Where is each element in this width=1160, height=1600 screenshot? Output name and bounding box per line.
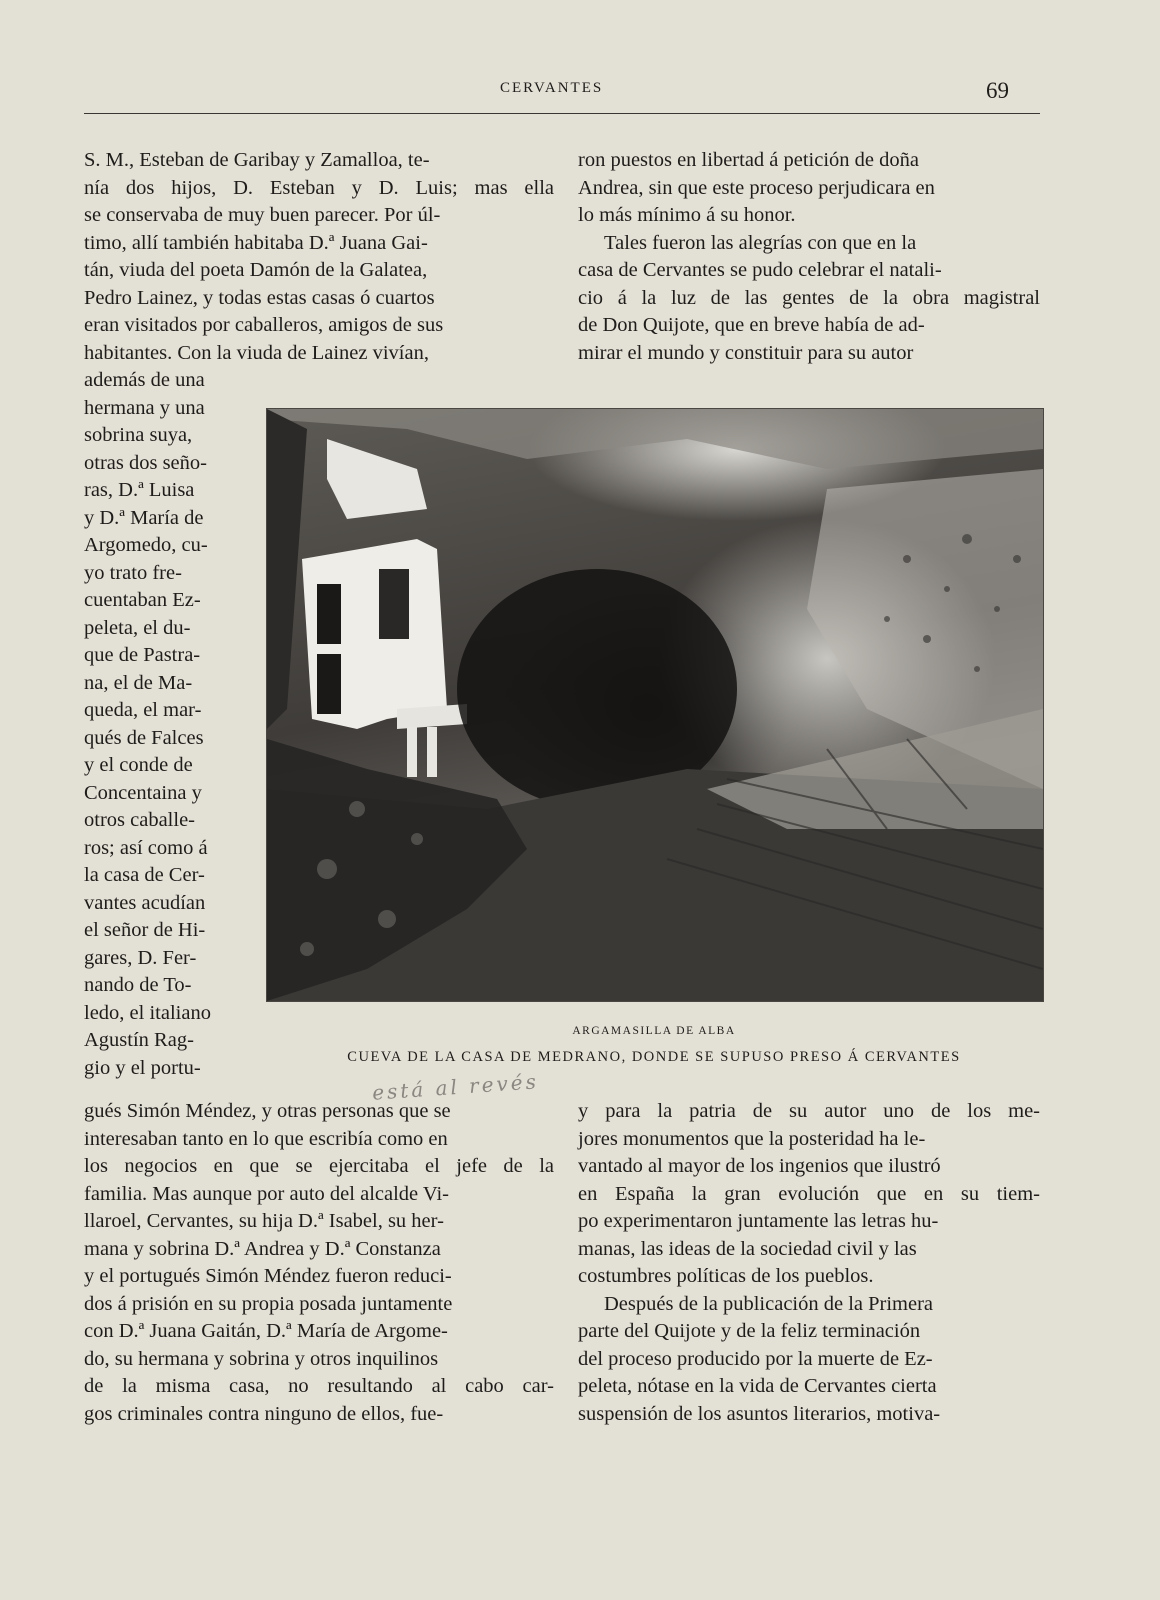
text-line: tán, viuda del poeta Damón de la Galatea, [84,259,428,281]
text-line: mirar el mundo y constituir para su autor [578,341,914,364]
text-line: peleta, el du- [84,616,191,639]
right-column-top-text [578,147,1040,367]
header-rule [84,113,1040,114]
text-line: y D.ª María de [84,506,204,529]
text-line: po experimentaron juntamente las letras hu- [578,1210,939,1232]
text-line: nando de To- [84,974,192,996]
text-line: suspensión de los asuntos literarios, motiva- [578,1402,941,1425]
cave-photo-drawing [267,409,1043,1001]
text-line: y para la patria de su autor uno de los me- [578,1100,1040,1122]
text-line: yo trato fre- [84,561,182,584]
text-line: cio á la luz de las gentes de la obra magistral [578,286,1040,309]
text-line: ron puestos en libertad á petición de doña [578,149,919,171]
text-line: eran visitados por caballeros, amigos de sus [84,314,444,336]
text-line: hermana y una [84,396,205,419]
text-line: Después de la publicación de la Primera [604,1292,934,1315]
text-line: S. M., Esteban de Garibay y Zamalloa, te- [84,149,430,171]
text-line: na, el de Ma- [84,671,193,694]
text-line: se conservaba de muy buen parecer. Por úl- [84,204,441,226]
left-column-wrap-text [84,367,259,1082]
text-line: de Don Quijote, que en breve había de ad- [578,314,925,336]
text-line: Concentaina y [84,781,202,804]
text-line: qués de Falces [84,726,204,749]
right-column-bottom-text [578,1098,1040,1428]
text-line: sobrina suya, [84,424,193,446]
handwritten-note: está al revés [371,1069,540,1105]
text-line: Tales fueron las alegrías con que en la [604,231,917,254]
text-line: de la misma casa, no resultando al cabo car- [84,1375,554,1397]
text-line: con D.ª Juana Gaitán, D.ª María de Argome- [84,1320,448,1342]
text-line: do, su hermana y sobrina y otros inquilinos [84,1347,439,1370]
text-line: dos á prisión en su propia posada juntamente [84,1292,453,1315]
text-line: jores monumentos que la posteridad ha le- [578,1127,926,1150]
text-line: parte del Quijote y de la feliz terminación [578,1320,921,1342]
text-line: manas, las ideas de la sociedad civil y las [578,1237,917,1260]
text-line: en España la gran evolución que en su tiem- [578,1182,1040,1205]
text-line: del proceso producido por la muerte de Ez- [578,1347,933,1370]
text-line: que de Pastra- [84,644,201,666]
text-line: Pedro Lainez, y todas estas casas ó cuartos [84,286,435,309]
text-line: los negocios en que se ejercitaba el jefe de la [84,1155,554,1177]
figure-caption-place: ARGAMASILLA DE ALBA [572,1025,736,1037]
text-line: gio y el portu- [84,1056,201,1079]
running-title: CERVANTES [500,80,604,96]
text-line: peleta, nótase en la vida de Cervantes cierta [578,1375,937,1397]
text-line: además de una [84,369,205,391]
text-line: otras dos seño- [84,451,207,474]
text-line: gares, D. Fer- [84,946,197,969]
text-line: mana y sobrina D.ª Andrea y D.ª Constanza [84,1237,441,1260]
page-number: 69 [986,78,1009,103]
text-line: costumbres políticas de los pueblos. [578,1265,874,1287]
text-line: otros caballe- [84,809,195,831]
text-line: y el portugués Simón Méndez fueron reduci- [84,1265,452,1287]
text-line: gos criminales contra ninguno de ellos, fue- [84,1402,444,1425]
text-line: ras, D.ª Luisa [84,479,195,501]
text-line: llaroel, Cervantes, su hija D.ª Isabel, su her- [84,1210,444,1232]
text-line: lo más mínimo á su honor. [578,204,796,226]
figure-caption-title: CUEVA DE LA CASA DE MEDRANO, DONDE SE SUPUSO PRESO Á CERVANTES [347,1049,961,1065]
text-line: familia. Mas aunque por auto del alcalde Vi- [84,1182,449,1205]
text-line: vantado al mayor de los ingenios que ilustró [578,1155,941,1177]
text-line: timo, allí también habitaba D.ª Juana Gai- [84,231,428,254]
text-line: interesaban tanto en lo que escribía como en [84,1127,448,1150]
text-line: Andrea, sin que este proceso perjudicara en [578,176,935,199]
text-line: queda, el mar- [84,699,202,721]
text-line: vantes acudían [84,891,206,914]
text-line: casa de Cervantes se pudo celebrar el natali- [578,259,942,281]
text-line: nía dos hijos, D. Esteban y D. Luis; mas ella [84,176,554,199]
cave-photograph [266,408,1044,1002]
text-line: habitantes. Con la viuda de Lainez vivían, [84,341,429,364]
text-line: gués Simón Méndez, y otras personas que se [84,1100,451,1122]
text-line: cuentaban Ez- [84,589,201,611]
text-line: Agustín Rag- [84,1029,194,1051]
text-line: el señor de Hi- [84,919,206,941]
text-line: Argomedo, cu- [84,534,208,556]
text-line: y el conde de [84,754,193,776]
text-line: ledo, el italiano [84,1001,211,1024]
left-column-bottom-text [84,1098,554,1428]
text-line: la casa de Cer- [84,864,205,886]
text-line: ros; así como á [84,836,208,859]
left-column-top-text [84,147,554,367]
